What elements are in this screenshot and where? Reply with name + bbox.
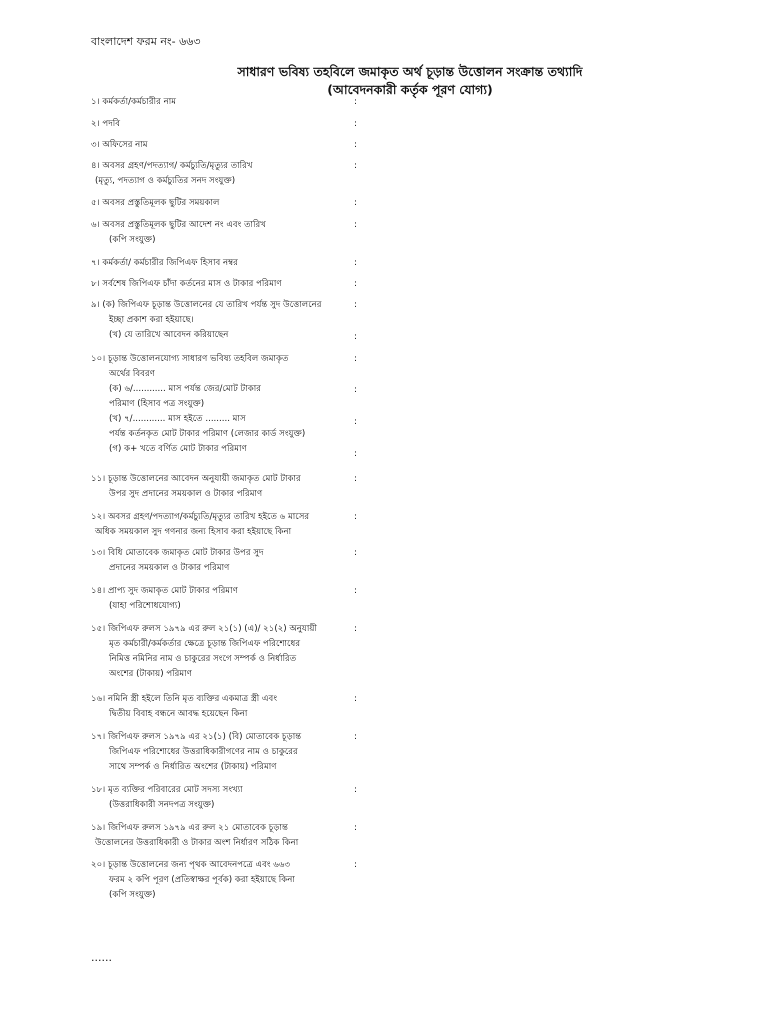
item-line: ৭। কর্মকর্তা/ কর্মচারীর জিপিএফ হিসাব নম্বর xyxy=(91,258,238,268)
item-line: ১২। অবসর গ্রহণ/পদত্যাগ/কর্মচ্যুতি/মৃত্যুর তারিখ হইতে ৬ মাসের xyxy=(91,512,310,522)
form-item-7 xyxy=(91,256,391,271)
form-item-6 xyxy=(91,218,391,248)
form-number: বাংলাদেশ ফরম নং- ৬৬৩ xyxy=(91,35,201,48)
item-line: অর্থের বিবরণ xyxy=(109,369,155,379)
form-item-18 xyxy=(91,783,391,813)
form-item-5 xyxy=(91,196,391,211)
item-colon: : xyxy=(354,220,358,230)
item-line: ১। কর্মকর্তা/কর্মচারীর নাম xyxy=(91,97,176,107)
item-line: ১৯। জিপিএফ রুলস ১৯৭৯ এর রুল ২১ মোতাবেক চূড়ান্ত xyxy=(91,823,288,833)
item-colon: : xyxy=(354,258,358,268)
item-line: পরিমাণ (হিসাব পত্র সংযুক্ত) xyxy=(109,399,205,409)
form-item-14 xyxy=(91,584,391,614)
item-line: দ্বিতীয় বিবাহ বন্ধনে আবদ্ধ হয়েছেন কিনা xyxy=(109,709,248,719)
item-colon: : xyxy=(354,300,358,310)
item-colon: : xyxy=(354,732,358,742)
item-line: (মৃত্যু, পদত্যাগ ও কর্মচ্যুতির সনদ সংযুক্ত) xyxy=(95,176,236,186)
item-line: ৫। অবসর প্রস্তুতিমূলক ছুটির সময়কাল xyxy=(91,198,220,208)
item-line: ৪। অবসর গ্রহণ/পদত্যাগ/ কর্মচ্যুতি/মৃত্যুর তারিখ xyxy=(91,161,253,171)
item-line: অংশের (টাকায়) পরিমাণ xyxy=(109,669,192,679)
item-colon: : xyxy=(354,512,358,522)
item-line: ৯। (ক) জিপিএফ চূড়ান্ত উত্তোলনের যে তারিখ পর্যন্ত সুদ উত্তোলনের xyxy=(91,300,322,310)
item-colon: : xyxy=(354,624,358,634)
item-line: ১৪। প্রাপ্য সুদ জমাকৃত মোট টাকার পরিমাণ xyxy=(91,586,238,596)
form-item-11 xyxy=(91,472,391,502)
item-colon: : xyxy=(354,785,358,795)
item-colon: : xyxy=(354,161,358,171)
item-line: ইচ্ছা প্রকাশ করা হইয়াছে। xyxy=(109,315,194,325)
item-colon: : xyxy=(354,823,358,833)
item-line: জিপিএফ পরিশোধের উত্তরাধিকারীগণের নাম ও চাকুরের xyxy=(109,747,298,757)
item-line: ৩। অফিসের নাম xyxy=(91,140,148,150)
item-line: পর্যন্ত কর্তনকৃত মোট টাকার পরিমাণ (লেজার কার্ড সংযুক্ত) xyxy=(109,429,306,439)
item-colon: : xyxy=(354,198,358,208)
item-colon: : xyxy=(354,332,358,342)
item-line: ১০। চূড়ান্ত উত্তোলনযোগ্য সাধারণ ভবিষ্য তহবিল জমাকৃত xyxy=(91,354,289,364)
item-colon: : xyxy=(354,140,358,150)
form-item-10 xyxy=(91,352,391,457)
item-line: প্রদানের সময়কাল ও টাকার পরিমাণ xyxy=(109,563,230,573)
item-line: ১৭। জিপিএফ রুলস ১৯৭৯ এর ২১(১) (বি) মোতাবেক চূড়ান্ত xyxy=(91,732,302,742)
item-line: ১৮। মৃত ব্যক্তির পরিবারের মোট সদস্য সংখ্যা xyxy=(91,785,243,795)
item-colon: : xyxy=(354,417,358,427)
form-item-15 xyxy=(91,622,391,682)
form-item-20 xyxy=(91,858,391,903)
item-line: (কপি সংযুক্ত) xyxy=(109,235,156,245)
page-title: সাধারণ ভবিষ্য তহবিলে জমাকৃত অর্থ চূড়ান্ত উত্তোলন সংক্রান্ত তথ্যাদি xyxy=(237,64,583,79)
item-colon: : xyxy=(354,354,358,364)
item-line: ফরম ২ কপি পূরণ (প্রতিস্বাক্ষর পূর্বক) করা হইয়াছে কিনা xyxy=(109,875,295,885)
form-item-16 xyxy=(91,692,391,722)
item-line: অধিক সময়কাল সুদ গণনার জন্য হিসাব করা হইয়াছে কিনা xyxy=(95,527,292,537)
page-subtitle: (আবেদনকারী কর্তৃক পূরণ যোগ্য) xyxy=(327,82,493,97)
form-item-8 xyxy=(91,277,391,292)
item-line: মৃত কর্মচারী/কর্মকর্তার ক্ষেত্রে চূড়ান্ত জিপিএফ পরিশোধের xyxy=(109,639,301,649)
form-item-3 xyxy=(91,138,391,153)
item-line: ১৬। নমিনি স্ত্রী হইলে তিনি মৃত ব্যক্তির একমাত্র স্ত্রী এবং xyxy=(91,694,278,704)
item-line: ২০। চূড়ান্ত উত্তোলনের জন্য পৃথক আবেদনপত্রে এবং ৬৬৩ xyxy=(91,860,291,870)
item-line: ৬। অবসর প্রস্তুতিমূলক ছুটির আদেশ নং এবং তারিখ xyxy=(91,220,266,230)
item-line: সাথে সম্পর্ক ও নির্ধারিত অংশের (টাকায়) পরিমাণ xyxy=(109,762,277,772)
item-line: (ক) ৬/............ মাস পর্যন্ত জের/মোট টাকার xyxy=(109,384,261,394)
item-line: (গ) ক+ খতে বর্ণিত মোট টাকার পরিমাণ xyxy=(109,444,247,454)
item-line: উত্তোলনের উত্তরাধিকারী ও টাকার অংশ নির্ধারণ সঠিক কিনা xyxy=(95,838,299,848)
item-line: (উত্তরাধিকারী সনদপত্র সংযুক্ত) xyxy=(109,800,215,810)
form-item-13 xyxy=(91,546,391,576)
form-item-9 xyxy=(91,298,391,343)
item-colon: : xyxy=(354,586,358,596)
item-line: ৮। সর্বশেষ জিপিএফ চাঁদা কর্তনের মাস ও টাকার পরিমাণ xyxy=(91,279,282,289)
item-line: নিমিত্ত নমিনির নাম ও চাকুরের সংগে সম্পর্ক ও নির্ধারিত xyxy=(109,654,297,664)
form-item-17 xyxy=(91,730,391,775)
item-line: ২। পদবি xyxy=(91,119,120,129)
form-item-2 xyxy=(91,117,391,132)
item-colon: : xyxy=(354,119,358,129)
item-line: ১৫। জিপিএফ রুলস ১৯৭৯ এর রুল ২১(১) (এ)/ ২১(২) অনুযায়ী xyxy=(91,624,317,634)
form-item-12 xyxy=(91,510,391,540)
item-colon: : xyxy=(354,385,358,395)
item-line: ১৩। বিধি মোতাবেক জমাকৃত মোট টাকার উপর সুদ xyxy=(91,548,264,558)
form-item-19 xyxy=(91,821,391,851)
item-colon: : xyxy=(354,548,358,558)
item-colon: : xyxy=(354,694,358,704)
item-line: (খ) যে তারিখে আবেদন করিয়াছেন xyxy=(109,330,229,340)
item-colon: : xyxy=(354,279,358,289)
item-line: (খ) ৭/............ মাস হইতে ......... মাস xyxy=(109,414,246,424)
form-item-4 xyxy=(91,159,391,189)
item-colon: : xyxy=(354,860,358,870)
item-colon: : xyxy=(354,449,358,459)
item-line: উপর সুদ প্রদানের সময়কাল ও টাকার পরিমাণ xyxy=(109,489,263,499)
footer-dots: ...... xyxy=(91,951,112,964)
item-colon: : xyxy=(354,97,358,107)
item-line: ১১। চূড়ান্ত উত্তোলনের আবেদন অনুযায়ী জমাকৃত মোট টাকার xyxy=(91,474,301,484)
item-line: (যাহা পরিশোধযোগ্য) xyxy=(109,601,181,611)
item-colon: : xyxy=(354,474,358,484)
form-item-1 xyxy=(91,95,391,110)
item-line: (কপি সংযুক্ত) xyxy=(109,890,156,900)
